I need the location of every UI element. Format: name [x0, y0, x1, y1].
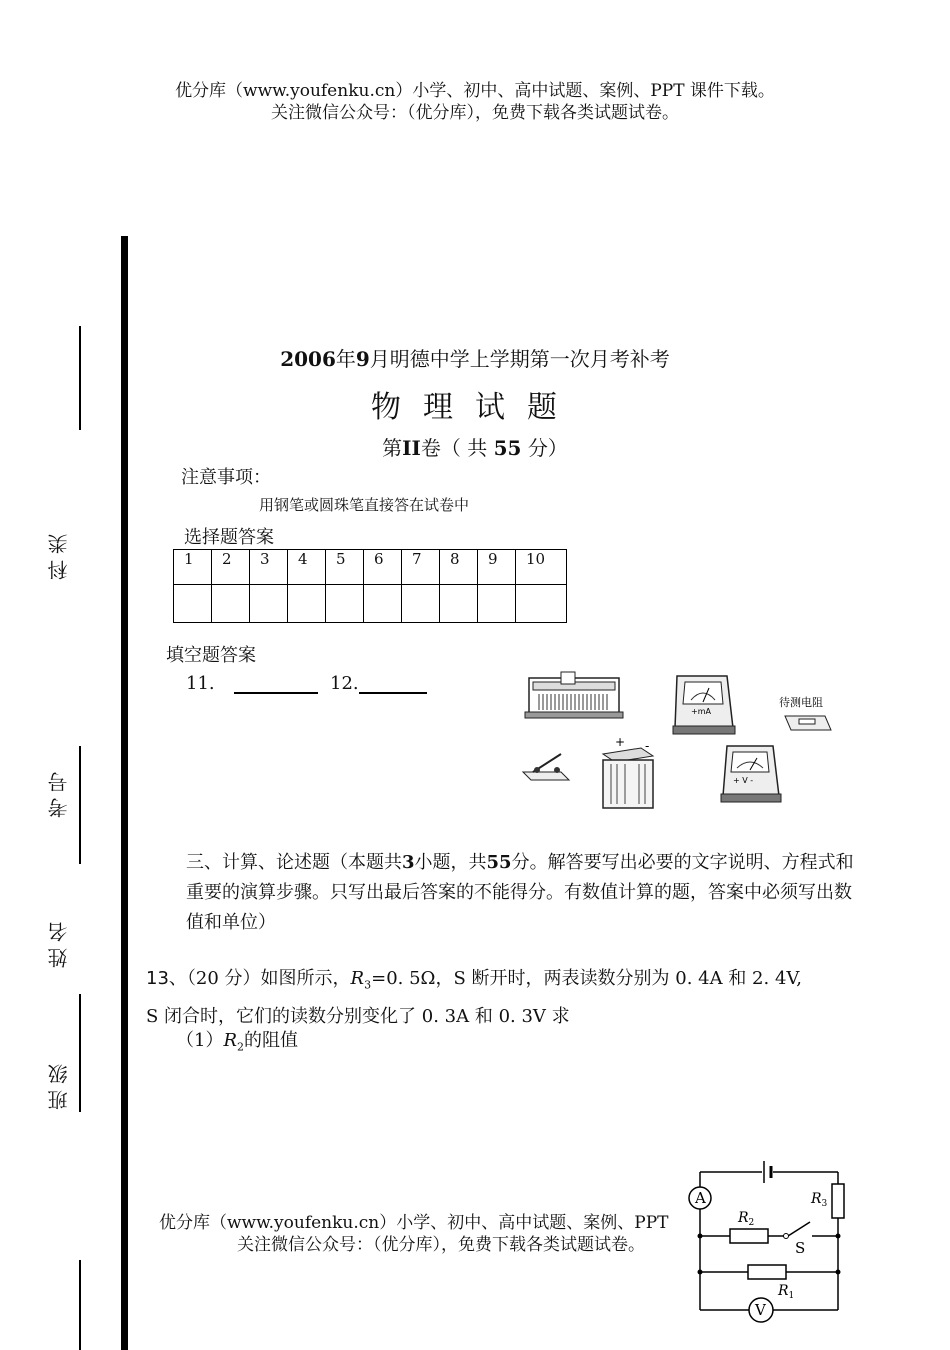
knife-switch-icon — [523, 754, 569, 780]
choice-number: 7 — [402, 550, 440, 585]
circuit-diagram — [684, 1156, 850, 1328]
choice-answer-cell[interactable] — [212, 585, 250, 623]
milliammeter-icon — [673, 676, 735, 734]
choice-number: 10 — [516, 550, 567, 585]
class-line — [79, 1260, 81, 1350]
choice-answer-table — [173, 549, 567, 623]
choice-answer-cell[interactable] — [250, 585, 288, 623]
voltmeter-icon — [721, 746, 781, 802]
choice-number: 5 — [326, 550, 364, 585]
ammeter-label: A — [695, 1189, 706, 1207]
fill-heading: 填空题答案 — [166, 645, 256, 666]
fill-q12: 12. — [330, 673, 427, 694]
footer-line-1: 优分库（www.youfenku.cn）小学、初中、高中试题、案例、PPT — [159, 1213, 669, 1233]
exam-no-label: 考号 — [47, 766, 71, 818]
fill-q12-blank[interactable] — [359, 674, 427, 694]
choice-number: 1 — [174, 550, 212, 585]
class-label: 班级 — [47, 1058, 71, 1110]
subject-label: 科类 — [47, 528, 71, 580]
name-line — [79, 994, 81, 1112]
choice-number: 2 — [212, 550, 250, 585]
svg-text:+mA: +mA — [691, 707, 711, 716]
choice-answer-cell[interactable] — [516, 585, 567, 623]
choice-number: 8 — [440, 550, 478, 585]
notice-heading: 注意事项： — [181, 467, 271, 488]
choice-answer-cell[interactable] — [478, 585, 516, 623]
choice-answer-cell[interactable] — [364, 585, 402, 623]
notice-text: 用钢笔或圆珠笔直接答在试卷中 — [259, 496, 470, 514]
svg-text:待测电阻: 待测电阻 — [779, 696, 823, 709]
choice-heading: 选择题答案 — [184, 527, 274, 548]
battery-icon — [603, 735, 653, 808]
choice-number: 9 — [478, 550, 516, 585]
choice-answer-cell[interactable] — [174, 585, 212, 623]
choice-answer-cell[interactable] — [402, 585, 440, 623]
fill-q11-blank[interactable] — [234, 674, 318, 694]
r2-label: $R_2$ — [738, 1210, 755, 1228]
voltmeter-label: V — [755, 1301, 766, 1319]
svg-text:-: - — [645, 739, 650, 753]
question-13-part-1: $(1)R_2$的阻值 — [176, 1030, 299, 1054]
choice-answer-cell[interactable] — [440, 585, 478, 623]
header-line-2: 关注微信公众号：（优分库），免费下载各类试题试卷。 — [271, 103, 679, 123]
rheostat-icon — [525, 672, 623, 718]
r3-label: $R_3$ — [811, 1191, 828, 1209]
choice-number: 4 — [288, 550, 326, 585]
choice-answer-cell[interactable] — [288, 585, 326, 623]
svg-text:+: + — [615, 735, 626, 749]
question-13: 13、（20 分）如图所示，$R_3=0$. 5Ω，S 断开时，两表读数分别为 0. 4A 和 2. 4V, S 闭合时，它们的读数分别变化了 0. 3A 和 0. 3V 求 — [146, 968, 802, 1027]
svg-text:+ V -: + V - — [733, 776, 754, 785]
choice-number: 3 — [250, 550, 288, 585]
volume-title: 第II卷（ 共 55 分） — [382, 436, 568, 460]
fill-q11: 11. — [186, 673, 318, 694]
switch-label: S — [795, 1239, 806, 1257]
section3-instructions: 三、计算、论述题（本题共3小题，共55分。解答要写出必要的文字说明、方程式和重要的演算步骤。只写出最后答案的不能得分。有数值计算的题，答案中必须写出数值和单位） — [186, 852, 854, 933]
choice-answer-cell[interactable] — [326, 585, 364, 623]
footer-line-2: 关注微信公众号：（优分库），免费下载各类试题试卷。 — [237, 1235, 645, 1255]
choice-number: 6 — [364, 550, 402, 585]
subject-title: 物理试题 — [371, 390, 579, 425]
test-resistor-icon — [779, 695, 831, 730]
apparatus-illustration — [515, 668, 845, 813]
exam-no-line — [79, 746, 81, 864]
exam-title: 2006年9月明德中学上学期第一次月考补考 — [280, 347, 670, 371]
name-label: 姓名 — [47, 916, 71, 968]
r1-label: $R_1$ — [778, 1283, 795, 1301]
header-line-1: 优分库（www.youfenku.cn）小学、初中、高中试题、案例、PPT 课件下载。 — [175, 81, 775, 101]
